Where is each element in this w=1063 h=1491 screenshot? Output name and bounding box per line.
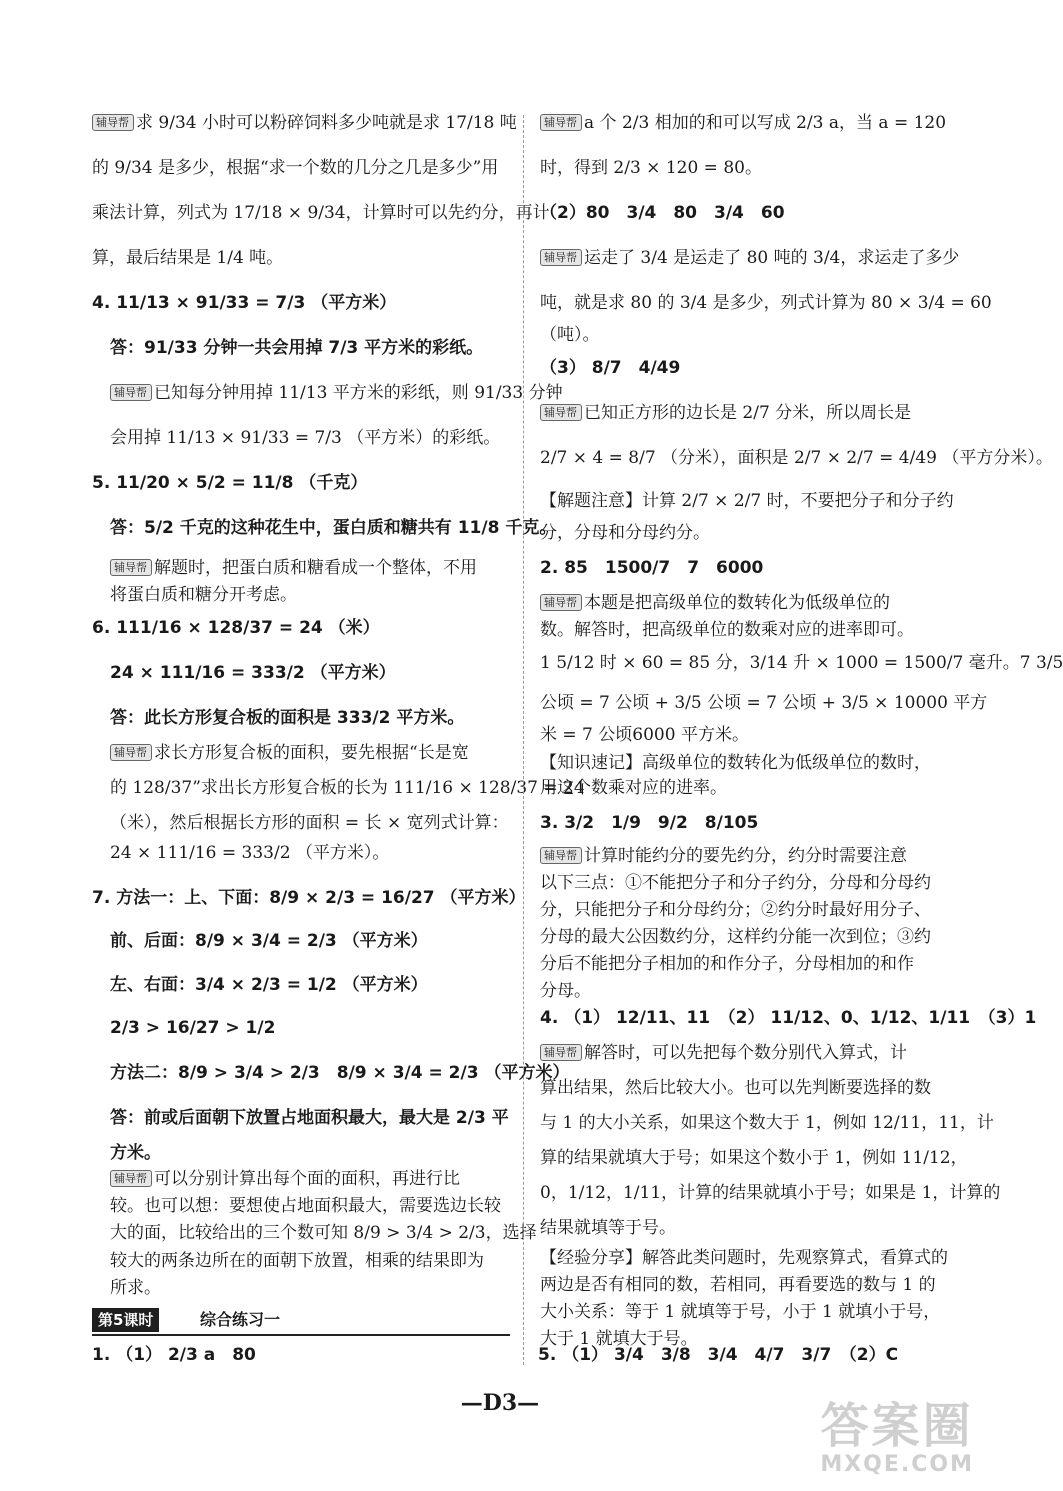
left-line-22: 2/3 > 16/27 > 1/2 <box>110 1018 276 1038</box>
right-line-16: 米 = 7 公顷6000 平方米。 <box>540 725 749 745</box>
right-line-22: 分，只能把分子和分母约分；②约分时最好用分子、 <box>540 900 931 920</box>
right-line-28: 算出结果，然后比较大小。也可以先判断要选择的数 <box>540 1078 931 1098</box>
left-line-21: 左、右面：3/4 × 2/3 = 1/2 （平方米） <box>110 975 428 995</box>
right-line-12 <box>540 592 950 614</box>
left-line-12: 6. 111/16 × 128/37 = 24 （米） <box>92 618 380 638</box>
left-line-3: 算，最后结果是 1/4 吨。 <box>92 248 284 268</box>
right-line-33: 【经验分享】解答此类问题时，先观察算式，看算式的 <box>540 1248 948 1268</box>
right-line-2: （2）80 3/4 80 3/4 60 <box>540 203 785 223</box>
left-line-10 <box>92 557 510 579</box>
left-line-17: （米），然后根据长方形的面积 = 长 × 宽列式计算： <box>110 813 509 833</box>
left-line-0 <box>92 112 517 134</box>
helper-badge: 辅导帮 <box>92 114 134 131</box>
right-line-1: 时，得到 2/3 × 120 = 80。 <box>540 158 762 178</box>
right-line-25: 分母。 <box>540 981 591 1001</box>
right-line-26: 4. （1） 12/11、11 （2） 11/12、0、1/12、1/11 （3）1 <box>540 1008 1037 1028</box>
right-line-15: 公顷 = 7 公顷 + 3/5 公顷 = 7 公顷 + 3/5 × 10000 平方 <box>540 693 988 713</box>
right-line-4: 吨，就是求 80 的 3/4 是多少，列式计算为 80 × 3/4 = 60 <box>540 293 992 313</box>
left-line-16: 的 128/37”求出长方形复合板的长为 111/16 × 128/37 = 24 <box>110 778 585 798</box>
right-line-31: 0，1/12，1/11，计算的结果就填小于号；如果是 1，计算的 <box>540 1183 1001 1203</box>
helper-badge: 辅导帮 <box>540 404 582 421</box>
left-line-28: 大的面，比较给出的三个数可知 8/9 > 3/4 > 2/3，选择 <box>110 1223 537 1243</box>
left-line-1: 的 9/34 是多少，根据“求一个数的几分之几是多少”用 <box>92 158 499 178</box>
page-number: —D3— <box>460 1390 540 1416</box>
right-line-7 <box>540 402 950 424</box>
left-line-25: 方米。 <box>110 1143 161 1163</box>
right-text-3: 运走了 3/4 是运走了 80 吨的 3/4，求运走了多少 <box>584 248 960 268</box>
right-line-34: 两边是否有相同的数，若相同，再看要选的数与 1 的 <box>540 1275 936 1295</box>
left-line-8: 5. 11/20 × 5/2 = 11/8 （千克） <box>92 473 368 493</box>
lesson-tag: 第5课时 <box>92 1308 159 1332</box>
helper-badge: 辅导帮 <box>110 384 152 401</box>
helper-badge: 辅导帮 <box>540 249 582 266</box>
right-line-3 <box>540 247 960 269</box>
right-text-7: 已知正方形的边长是 2/7 分米，所以周长是 <box>584 403 912 423</box>
left-line-18: 24 × 111/16 = 333/2 （平方米）。 <box>110 843 390 863</box>
left-line-29: 较大的两条边所在的面朝下放置，相乘的结果即为 <box>110 1251 484 1271</box>
watermark-cn: 答案圈 <box>820 1398 974 1454</box>
right-line-29: 与 1 的大小关系，如果这个数大于 1，例如 12/11，11，计 <box>540 1113 994 1133</box>
section-header <box>92 1308 510 1336</box>
right-line-13: 数。解答时，把高级单位的数乘对应的进率即可。 <box>540 620 914 640</box>
left-line-2: 乘法计算，列式为 17/18 × 9/34，计算时可以先约分，再计 <box>92 203 550 223</box>
left-line-15 <box>92 742 510 764</box>
left-line-24: 答：前或后面朝下放置占地面积最大，最大是 2/3 平 <box>110 1108 509 1128</box>
helper-badge: 辅导帮 <box>540 1044 582 1061</box>
left-text-6: 已知每分钟用掉 11/13 平方米的彩纸，则 91/33 分钟 <box>154 383 563 403</box>
helper-badge: 辅导帮 <box>540 847 582 864</box>
watermark-en: MXQE.COM <box>820 1452 974 1477</box>
right-line-27 <box>540 1042 950 1064</box>
watermark <box>820 1387 974 1477</box>
right-line-5: （吨）。 <box>540 325 600 345</box>
right-line-23: 分母的最大公因数约分，这样约分能一次到位；③约 <box>540 927 931 947</box>
left-line-31: 1. （1） 2/3 a 80 <box>92 1345 256 1365</box>
left-line-13: 24 × 111/16 = 333/2 （平方米） <box>110 663 396 683</box>
column-divider <box>523 115 524 1365</box>
helper-badge: 辅导帮 <box>540 114 582 131</box>
right-line-19: 3. 3/2 1/9 9/2 8/105 <box>540 813 759 833</box>
left-text-10: 解题时，把蛋白质和糖看成一个整体，不用 <box>154 558 477 578</box>
right-line-36: 大于 1 就填大于号。 <box>540 1329 698 1349</box>
right-line-10: 分，分母和分母约分。 <box>540 523 710 543</box>
left-line-27: 较。也可以想：要想使占地面积最大，需要选边长较 <box>110 1196 501 1216</box>
left-text-0: 求 9/34 小时可以粉碎饲料多少吨就是求 17/18 吨 <box>136 113 517 133</box>
helper-badge: 辅导帮 <box>110 744 152 761</box>
helper-badge: 辅导帮 <box>110 1170 152 1187</box>
right-line-18: 用这个数乘对应的进率。 <box>540 778 727 798</box>
right-line-37: 5. （1） 3/4 3/8 3/4 4/7 3/7 （2）C <box>538 1345 899 1365</box>
left-line-7: 会用掉 11/13 × 91/33 = 7/3 （平方米）的彩纸。 <box>110 428 501 448</box>
right-line-21: 以下三点：①不能把分子和分子约分，分母和分母约 <box>540 873 931 893</box>
helper-badge: 辅导帮 <box>110 559 152 576</box>
right-line-14: 1 5/12 时 × 60 = 85 分，3/14 升 × 1000 = 1500/7 毫升。7 3/5 <box>540 653 1063 673</box>
left-line-11: 将蛋白质和糖分开考虑。 <box>110 585 297 605</box>
left-line-5: 答：91/33 分钟一共会用掉 7/3 平方米的彩纸。 <box>110 338 484 358</box>
right-text-0: a 个 2/3 相加的和可以写成 2/3 a，当 a = 120 <box>584 113 947 133</box>
lesson-title: 综合练习一 <box>200 1310 281 1329</box>
right-text-12: 本题是把高级单位的数转化为低级单位的 <box>584 593 890 613</box>
left-line-14: 答：此长方形复合板的面积是 333/2 平方米。 <box>110 708 465 728</box>
left-line-4: 4. 11/13 × 91/33 = 7/3 （平方米） <box>92 293 397 313</box>
right-line-17: 【知识速记】高级单位的数转化为低级单位的数时， <box>540 753 931 773</box>
right-text-27: 解答时，可以先把每个数分别代入算式，计 <box>584 1043 907 1063</box>
left-text-26: 可以分别计算出每个面的面积，再进行比 <box>154 1169 460 1189</box>
right-line-9: 【解题注意】计算 2/7 × 2/7 时，不要把分子和分子约 <box>540 491 954 511</box>
left-text-15: 求长方形复合板的面积，要先根据“长是宽 <box>154 743 469 763</box>
left-line-26 <box>92 1168 510 1190</box>
left-line-23: 方法二：8/9 > 3/4 > 2/3 8/9 × 3/4 = 2/3 （平方米） <box>110 1063 570 1083</box>
left-line-6 <box>92 382 563 404</box>
right-line-35: 大小关系：等于 1 就填等于号，小于 1 就填小于号， <box>540 1302 941 1322</box>
left-line-19: 7. 方法一：上、下面：8/9 × 2/3 = 16/27 （平方米） <box>92 888 526 908</box>
right-text-20: 计算时能约分的要先约分，约分时需要注意 <box>584 846 907 866</box>
right-line-8: 2/7 × 4 = 8/7 （分米），面积是 2/7 × 2/7 = 4/49 （平方分米）。 <box>540 448 1053 468</box>
right-line-20 <box>540 845 950 867</box>
right-line-24: 分后不能把分子相加的和作分子，分母相加的和作 <box>540 954 914 974</box>
right-line-6: （3） 8/7 4/49 <box>540 358 681 378</box>
helper-badge: 辅导帮 <box>540 594 582 611</box>
right-line-0 <box>540 112 950 134</box>
left-line-9: 答：5/2 千克的这种花生中，蛋白质和糖共有 11/8 千克。 <box>110 518 557 538</box>
right-line-32: 结果就填等于号。 <box>540 1218 676 1238</box>
right-line-30: 算的结果就填大于号；如果这个数小于 1，例如 11/12， <box>540 1148 968 1168</box>
left-line-20: 前、后面：8/9 × 3/4 = 2/3 （平方米） <box>110 931 428 951</box>
right-line-11: 2. 85 1500/7 7 6000 <box>540 558 764 578</box>
left-line-30: 所求。 <box>110 1278 161 1298</box>
